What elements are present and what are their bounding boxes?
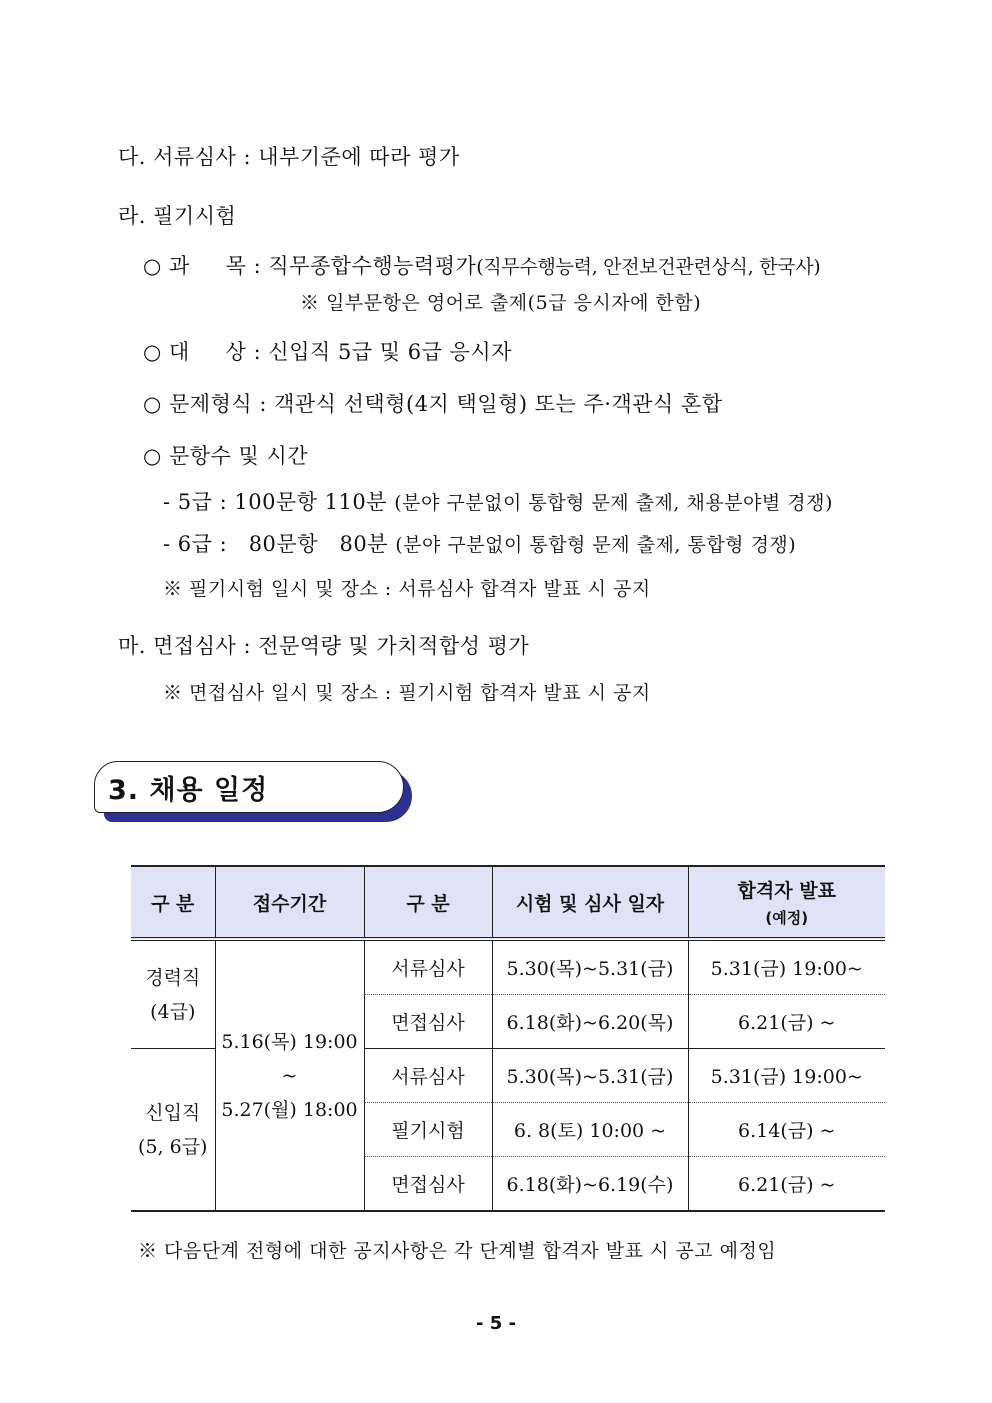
count-line [143, 440, 308, 470]
format-label: 문제형식 : [169, 392, 267, 416]
date-cell: 5.30(목)~5.31(금) [492, 939, 688, 995]
count-title: 문항수 및 시간 [169, 444, 309, 468]
period-end: 5.27(월) 18:00 [221, 1098, 358, 1121]
grade5-label: - 5급 : 100문항 110분 [163, 490, 388, 514]
format-line [143, 388, 723, 418]
grade6-detail: (분야 구분없이 통합형 문제 출제, 통합형 경쟁) [395, 534, 797, 556]
target-value: 신입직 5급 및 6급 응시자 [268, 340, 512, 364]
grade5-detail: (분야 구분없이 통합형 문제 출제, 채용분야별 경쟁) [394, 492, 833, 514]
table-note: ※ 다음단계 전형에 대한 공지사항은 각 단계별 합격자 발표 시 공고 예정임 [138, 1240, 777, 1262]
subject-detail: (직무수행능력, 안전보건관련상식, 한국사) [476, 256, 821, 278]
new-cell [131, 1049, 215, 1212]
header-period: 접수기간 [215, 866, 364, 939]
bullet: ○ [143, 254, 162, 278]
result-cell: 5.31(금) 19:00~ [688, 939, 885, 995]
subject-line [143, 250, 820, 280]
stage-cell: 면접심사 [364, 995, 492, 1049]
result-cell: 6.21(금) ~ [688, 1157, 885, 1212]
period-tilde: ~ [281, 1064, 298, 1087]
target-label: 대 상 : [169, 340, 262, 364]
schedule-table [131, 865, 885, 1212]
header-result-label: 합격자 발표 [737, 880, 836, 902]
stage-cell: 서류심사 [364, 939, 492, 995]
subject-label: 과 목 : [169, 254, 262, 278]
subject-value: 직무종합수행능력평가 [268, 254, 477, 278]
bullet: ○ [143, 340, 162, 364]
section-ra: 라. 필기시험 [118, 204, 237, 228]
table-row [131, 939, 885, 995]
section-da: 다. 서류심사 : 내부기준에 따라 평가 [118, 145, 460, 169]
date-cell: 6.18(화)~6.20(목) [492, 995, 688, 1049]
grade6-line [163, 528, 796, 558]
stage-cell: 서류심사 [364, 1049, 492, 1103]
page-number: - 5 - [476, 1313, 516, 1334]
header-date: 시험 및 심사 일자 [492, 866, 688, 939]
career-name: 경력직 [145, 966, 201, 989]
stage-cell: 면접심사 [364, 1157, 492, 1212]
header-category: 구 분 [131, 866, 215, 939]
period-cell [215, 939, 364, 1211]
target-line [143, 336, 512, 366]
header-result [688, 866, 885, 939]
interview-note: ※ 면접심사 일시 및 장소 : 필기시험 합격자 발표 시 공지 [163, 682, 651, 704]
grade5-line [163, 486, 833, 516]
date-cell: 6. 8(토) 10:00 ~ [492, 1103, 688, 1157]
new-name: 신입직 [145, 1101, 201, 1124]
result-cell: 6.14(금) ~ [688, 1103, 885, 1157]
bullet: ○ [143, 392, 162, 416]
new-grade: (5, 6급) [138, 1135, 208, 1158]
bullet: ○ [143, 444, 162, 468]
date-cell: 6.18(화)~6.19(수) [492, 1157, 688, 1212]
section-ma: 마. 면접심사 : 전문역량 및 가치적합성 평가 [118, 634, 530, 658]
grade6-label: - 6급 : 80문항 80분 [163, 532, 389, 556]
result-cell: 6.21(금) ~ [688, 995, 885, 1049]
written-schedule-note: ※ 필기시험 일시 및 장소 : 서류심사 합격자 발표 시 공지 [163, 578, 651, 600]
header-result-sub: (예정) [765, 909, 809, 927]
subject-note: ※ 일부문항은 영어로 출제(5급 응시자에 한함) [300, 292, 702, 314]
header-stage: 구 분 [364, 866, 492, 939]
date-cell: 5.30(목)~5.31(금) [492, 1049, 688, 1103]
period-start: 5.16(목) 19:00 [221, 1030, 358, 1053]
stage-cell: 필기시험 [364, 1103, 492, 1157]
career-grade: (4급) [150, 1000, 196, 1023]
result-cell: 5.31(금) 19:00~ [688, 1049, 885, 1103]
format-value: 객관식 선택형(4지 택일형) 또는 주·객관식 혼합 [274, 392, 723, 416]
career-cell [131, 939, 215, 1049]
table-header-row [131, 866, 885, 939]
schedule-heading: 3. 채용 일정 [108, 775, 269, 806]
